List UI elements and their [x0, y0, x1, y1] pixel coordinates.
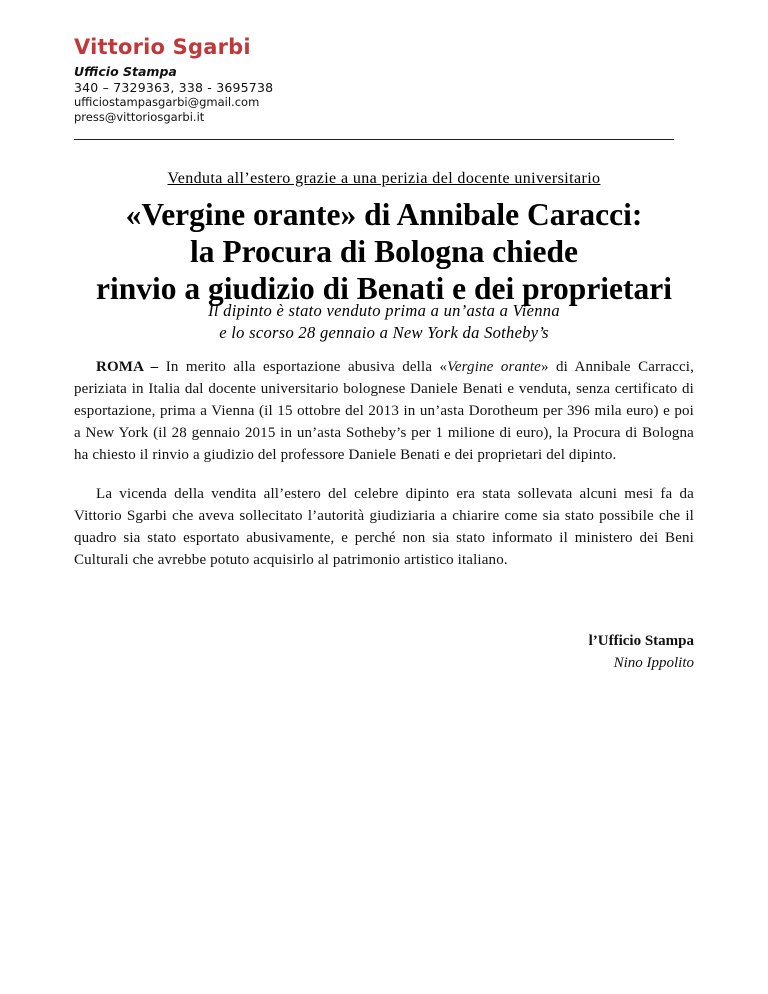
letterhead-phones: 340 – 7329363, 338 - 3695738 [74, 80, 274, 95]
letterhead-email-primary: ufficiostampasgarbi@gmail.com [74, 95, 260, 109]
signature [589, 630, 694, 674]
letterhead-email-press: press@vittoriosgarbi.it [74, 110, 205, 124]
dateline: ROMA – [96, 359, 166, 375]
subhead-line-2: e lo scorso 28 gennaio a New York da Sotheby’s [219, 323, 549, 342]
headline-line-2: la Procura di Bologna chiede [190, 234, 578, 269]
subhead-line-1: Il dipinto è stato venduto prima a un’asta a Vienna [208, 301, 560, 320]
article-subhead [0, 300, 768, 344]
article-headline [0, 196, 768, 307]
article-kicker: Venduta all’estero grazie a una perizia del docente universitario [167, 170, 601, 187]
headline-line-3: rinvio a giudizio di Benati e dei proprietari [95, 271, 673, 306]
letterhead [74, 34, 674, 125]
article-body [74, 356, 694, 571]
body-paragraph-2: La vicenda della vendita all’estero del celebre dipinto era stata sollevata alcuni mesi fa da Vittorio Sgarbi che aveva sollecitato l’autorità giudiziaria a chiarire come sia stato possibile che il quadro sia stato esportato abusivamente, e perché non sia stato informato il ministero dei Beni Culturali che avrebbe potuto acquisirlo al patrimonio artistico italiano. [74, 486, 694, 568]
body-paragraph-1 [74, 356, 694, 466]
paragraph-1-text-a: In merito alla esportazione abusiva della « [165, 359, 448, 375]
headline-line-1: «Vergine orante» di Annibale Caracci: [125, 197, 643, 232]
letterhead-divider [74, 139, 674, 140]
signature-name: Nino Ippolito [613, 655, 694, 671]
letterhead-office: Ufficio Stampa [74, 64, 177, 79]
letterhead-name: Vittorio Sgarbi [74, 35, 251, 59]
signature-role: l’Ufficio Stampa [588, 633, 694, 649]
artwork-title: Vergine orante [447, 359, 541, 375]
paragraph-1-text-b: » di Annibale Carracci, periziata in Italia dal docente universitario bolognese Daniele Benati e venduta, senza certificato di esportazione, prima a Vienna (il 15 ottobre del 2013 in un’asta Dorotheum per 396 mila euro) e poi a New York (il 28 gennaio 2015 in un’asta Sotheby’s per 1 milione di euro), la Procura di Bologna ha chiesto il rinvio a giudizio del professore Daniele Benati e dei proprietari del dipinto. [74, 359, 694, 463]
